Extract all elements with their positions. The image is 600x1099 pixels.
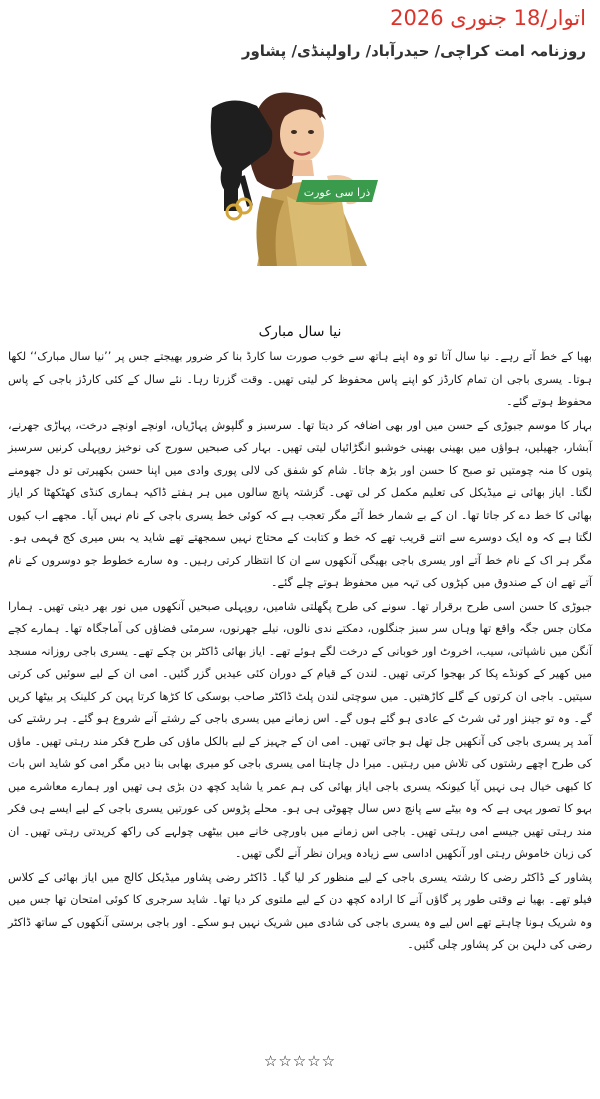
article-body [8, 346, 592, 958]
badge-text: ذرا سی عورت [303, 186, 371, 199]
article-paragraph: بہار کا موسم جبوڑی کے حسن میں اور بھی اضافہ کر دیتا تھا۔ سرسبز و گلپوش پہاڑیاں، اونچے اونچے درخت، پہاڑی جھرنے، آبشار، جھیلیں، ہواؤں میں بھینی بھینی خوشبو انگڑائیاں لیتی تھیں۔ بہار کی صبحیں سورج کی نوخیز روپہلی کرنیں سرسبز پتوں کا منہ چومتیں تو صبح کا حسن اور بڑھ جاتا۔ شام کو شفق کی لالی پوری وادی میں اپنا حسن بکھیرتی تو دل جھومنے لگتا۔ ایاز بھائی نے میڈیکل کی تعلیم مکمل کر لی تھی۔ گزشتہ پانچ سالوں میں ہر ہفتے ڈاکیہ ہماری کنڈی کھٹکھٹا کر ایاز بھائی کا خط دے کر جاتا تھا۔ ان کے بے شمار خط آئے مگر تعجب ہے کہ کوئی خط یسری باجی کے نام نہیں آیا۔ مجھے اب کیوں لگتا ہے کہ وہ ایک دوسرے سے اتنے قریب تھے کہ خط و کتابت کے محتاج نہیں سمجھتے تھے شاید یہ بس میری کج فہمی ہو۔ مگر ہر اک کے نام خط آتے اور یسری باجی بھیگی آنکھوں سے ان کا انتظار کرتی رہیں۔ وہ سارے خطوط جو دوسروں کے نام آتے تھے ان کے صندوق میں کپڑوں کی تہہ میں محفوظ ہوتے چلے گئے۔ [8, 418, 592, 589]
article-paragraph: پشاور کے ڈاکٹر رضی کا رشتہ یسری باجی کے لیے منظور کر لیا گیا۔ ڈاکٹر رضی پشاور میڈیکل کالج میں ایاز بھائی کے کلاس فیلو تھے۔ بھیا نے وقتی طور پر گاؤں آنے کا ارادہ کچھ دن کے لیے ملتوی کر دیا تھا۔ شاید سرجری کا کوئی امتحان تھا جس میں وہ شریک ہونا چاہتے تھے اس لیے وہ یسری باجی کی شادی میں شریک نہیں ہو سکے۔ اور باجی برستی آنکھوں کے ساتھ ڈاکٹر رضی کی دلہن بن کر پشاور چلی گئیں۔ [8, 870, 592, 951]
article-title: نیا سال مبارک [258, 324, 342, 340]
section-separator: ☆☆☆☆☆ [263, 1052, 337, 1070]
publication-date: اتوار/18 جنوری 2026 [390, 6, 586, 30]
article-illustration [202, 76, 392, 266]
newspaper-source: روزنامہ امت کراچی/ حیدرآباد/ راولپنڈی/ پشاور [241, 42, 586, 60]
article-paragraph: بھیا کے خط آتے رہے۔ نیا سال آتا تو وہ اپنے ہاتھ سے خوب صورت سا کارڈ بنا کر ضرور بھیجتے جس پر ’’نیا سال مبارک‘‘ لکھا ہوتا۔ یسری باجی ان تمام کارڈز کو اپنے پاس محفوظ کر لیتی تھیں۔ وقت گزرتا رہا۔ نئے سال کے کئی کارڈز باجی کے پاس محفوظ ہوتے گئے۔ [8, 350, 592, 408]
article-paragraph: جبوڑی کا حسن اسی طرح برقرار تھا۔ سونے کی طرح پگھلتی شامیں، روپہلی صبحیں آنکھوں میں نور بھر دیتی تھیں۔ ہمارا مکان جس جگہ واقع تھا وہاں سر سبز جنگلوں، دمکتے ندی نالوں، نیلے جھرنوں، سرمئی فضاؤں کی آماجگاہ تھا۔ ہمارے کچے آنگن میں ناشپاتی، سیب، اخروٹ اور خوبانی کے درخت لگے ہوئے تھے۔ ایاز بھائی ڈاکٹر بن چکے تھے۔ یسری باجی روزانہ مسجد میں کھیر کے کونڈے پکا کر بھجوا کرتی تھیں۔ لندن کے قیام کے دوران کئی عیدیں گزر گئیں۔ امی ان کے لیے سوئیں کی کرتی سیتیں۔ باجی ان کرتوں کے گلے کاڑھتیں۔ میں سوچتی لندن پلٹ ڈاکٹر صاحب بوسکی کا کڑھا کرتا پہن کر کلینک پر بیٹھا کریں گے۔ وہ تو جینز اور ٹی شرٹ کے عادی ہو گئے ہوں گے۔ اس زمانے میں یسری باجی کے رشتے آنے شروع ہو گئے۔ ہر رشتے کی آمد پر یسری باجی کی آنکھیں جل تھل ہو جاتی تھیں۔ امی ان کے جہیز کے لیے بالکل ماؤں کی طرح فکر مند رہتی تھیں۔ ماؤں کی طرح اچھے رشتوں کی تلاش میں رہتیں۔ میرا دل چاہتا امی یسری باجی کو میری بھابی بنا دیں مگر امی کو شاید اس بات کا کبھی خیال ہی نہیں آیا کیونکہ یسری باجی ایاز بھائی کی ہم عمر یا شاید کچھ دن بڑی ہی تھیں اور ہمارے معاشرے میں بہو کا تصور یہی ہے کہ وہ بیٹے سے پانچ دس سال چھوٹی ہی ہو۔ محلے پڑوس کی عورتیں یسری باجی کے لیے ایسے ہی فکر مند رہتی تھیں جیسے امی رہتی تھیں۔ باجی اس زمانے میں باورچی خانے میں بیٹھی چولہے کی راکھ کریدتی رہتی تھیں۔ ان کی زبان خاموش رہتی اور آنکھیں اداسی سے زیادہ ویران نظر آنے لگی تھیں۔ [8, 599, 592, 860]
